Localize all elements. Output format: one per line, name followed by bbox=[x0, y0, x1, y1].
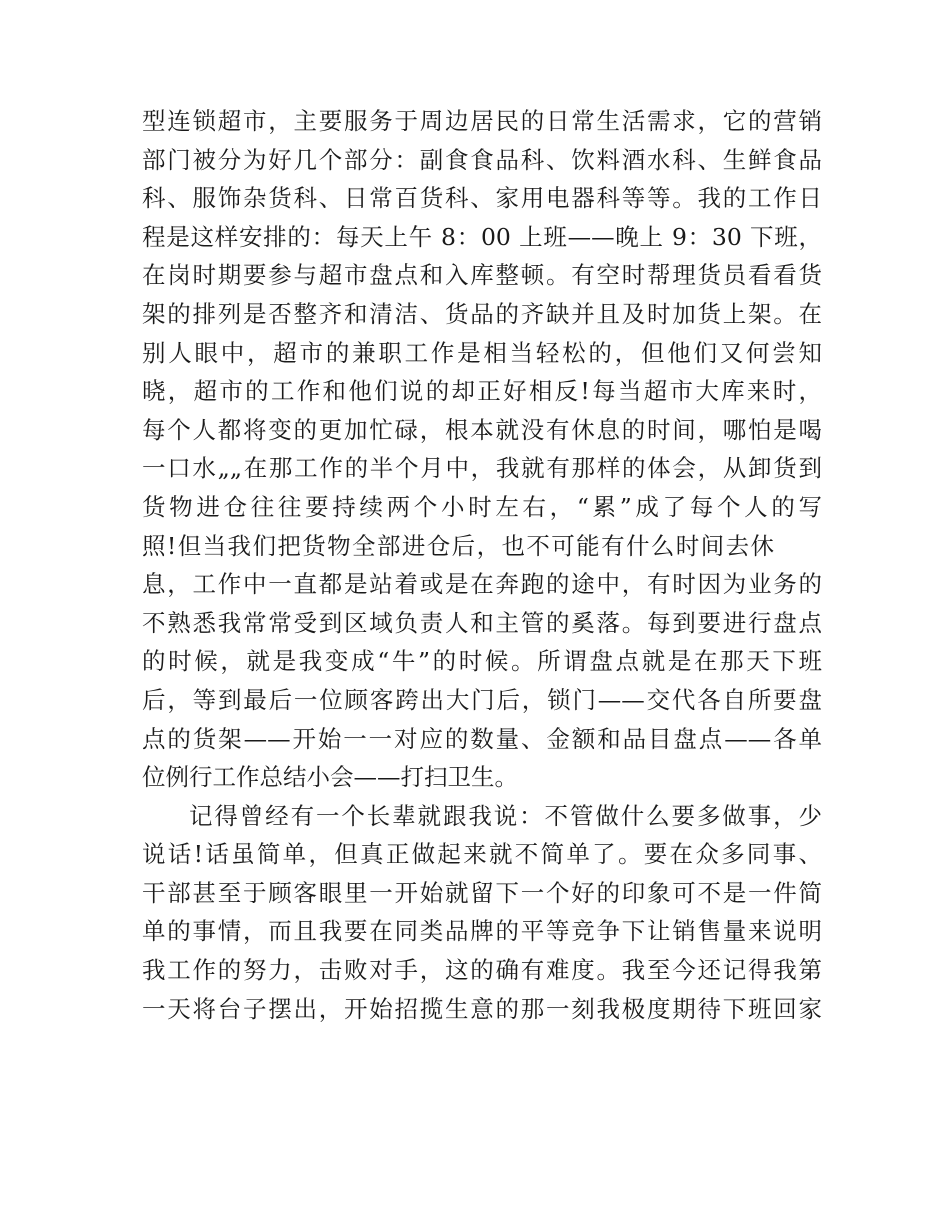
text-line: 照!但当我们把货物全部进仓后，也不可能有什么时间去休 bbox=[142, 531, 774, 560]
text-line: 我工作的努力，击败对手，这的确有难度。我至今还记得我第 bbox=[142, 956, 822, 985]
text-line: 一天将台子摆出，开始招揽生意的那一刻我极度期待下班回家 bbox=[142, 994, 822, 1023]
text-line: 点的货架——开始一一对应的数量、金额和品目盘点——各单 bbox=[142, 724, 822, 753]
text-line: 后，等到最后一位顾客跨出大门后，锁门——交代各自所要盘 bbox=[142, 685, 822, 714]
text-line: 单的事情，而且我要在同类品牌的平等竞争下让销售量来说明 bbox=[142, 917, 822, 946]
paragraph-2 bbox=[142, 799, 822, 1027]
text-line: 不熟悉我常常受到区域负责人和主管的奚落。每到要进行盘点 bbox=[142, 608, 822, 637]
text-line: 一口水„„在那工作的半个月中，我就有那样的体会，从卸货到 bbox=[142, 454, 822, 483]
text-line: 程是这样安排的：每天上午 8：00 上班——晚上 9：30 下班， bbox=[142, 222, 822, 251]
text-line: 型连锁超市，主要服务于周边居民的日常生活需求，它的营销 bbox=[142, 107, 822, 135]
text-line: 的时候，就是我变成“牛”的时候。所谓盘点就是在那天下班 bbox=[142, 647, 822, 676]
text-line: 在岗时期要参与超市盘点和入库整顿。有空时帮理货员看看货 bbox=[142, 261, 822, 290]
text-line-last: 位例行工作总结小会——打扫卫生。 bbox=[142, 763, 518, 792]
text-line: 每个人都将变的更加忙碌，根本就没有休息的时间，哪怕是喝 bbox=[142, 415, 822, 444]
text-line: 架的排列是否整齐和清洁、货品的齐缺并且及时加货上架。在 bbox=[142, 299, 822, 328]
text-line: 干部甚至于顾客眼里一开始就留下一个好的印象可不是一件简 bbox=[142, 878, 822, 907]
text-line: 说话!话虽简单，但真正做起来就不简单了。要在众多同事、 bbox=[142, 840, 822, 869]
text-line: 货物进仓往往要持续两个小时左右，“累”成了每个人的写 bbox=[142, 492, 822, 521]
text-line: 晓，超市的工作和他们说的却正好相反!每当超市大库来时， bbox=[142, 377, 822, 406]
text-line: 部门被分为好几个部分：副食食品科、饮料酒水科、生鲜食品 bbox=[142, 145, 822, 174]
paragraph-1 bbox=[142, 104, 822, 795]
text-line-indented: 记得曾经有一个长辈就跟我说：不管做什么要多做事，少 bbox=[189, 801, 822, 830]
text-line: 息，工作中一直都是站着或是在奔跑的途中，有时因为业务的 bbox=[142, 570, 822, 599]
body-text bbox=[142, 104, 822, 1030]
text-line: 别人眼中，超市的兼职工作是相当轻松的，但他们又何尝知 bbox=[142, 338, 822, 367]
text-line: 科、服饰杂货科、日常百货科、家用电器科等等。我的工作日 bbox=[142, 184, 822, 213]
